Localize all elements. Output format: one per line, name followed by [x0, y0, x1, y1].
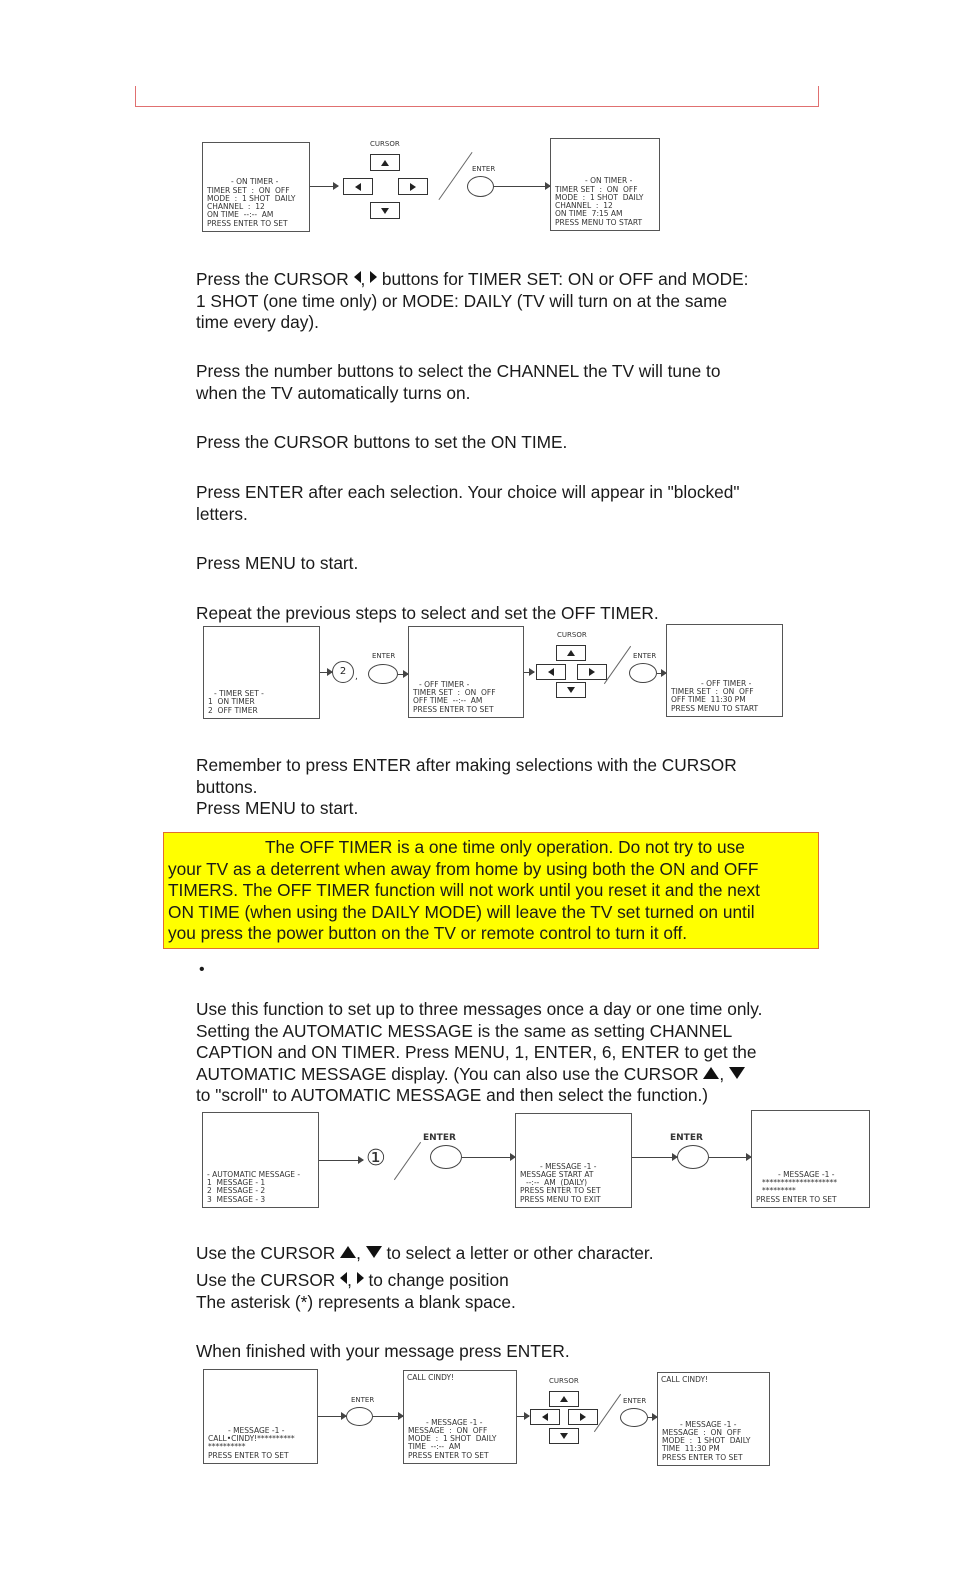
step-finish-message: [196, 1341, 826, 1363]
text-line: Use this function to set up to three messages once a day or one time only.: [196, 999, 763, 1019]
screen-line: PRESS ENTER TO SET: [207, 218, 288, 228]
text-line: The asterisk (*) represents a blank space.: [196, 1291, 516, 1312]
text-line: Use the CURSOR , to select a letter or other character.: [196, 1243, 654, 1263]
screen-line: 1 MESSAGE - 1: [207, 1178, 266, 1188]
text-line: Setting the AUTOMATIC MESSAGE is the same as setting CHANNEL: [196, 1020, 733, 1041]
enter-label: ENTER: [472, 165, 496, 173]
enter-key: [368, 664, 398, 684]
cursor-right-key: [568, 1409, 598, 1425]
text-line: CAPTION and ON TIMER. Press MENU, 1, ENTER, 6, ENTER to get the: [196, 1042, 757, 1062]
cursor-label: CURSOR: [370, 140, 400, 148]
flow-arrow: [524, 672, 534, 673]
flow-arrow: [318, 1416, 346, 1417]
text-line: Repeat the previous steps to select and set the OFF TIMER.: [196, 603, 659, 623]
screen-line: MODE : 1 SHOT DAILY: [555, 192, 644, 202]
note-line: you press the power button on the TV or remote control to turn it off.: [168, 923, 688, 943]
up-arrow-icon: [703, 1067, 719, 1079]
screen-line: CHANNEL : 12: [207, 202, 265, 212]
right-arrow-icon: [357, 1272, 364, 1284]
cursor-label: CURSOR: [557, 631, 587, 639]
screen-line: - OFF TIMER -: [701, 678, 752, 688]
slash-divider: [438, 152, 472, 200]
screen-line: PRESS MENU TO START: [671, 703, 759, 713]
screen-line: - MESSAGE -1 -: [680, 1419, 737, 1429]
text-line: Press the CURSOR , buttons for TIMER SET: ON or OFF and MODE:: [196, 269, 749, 289]
step-change-position: [196, 1270, 826, 1313]
comma-separator: ,: [355, 672, 358, 682]
enter-key: [346, 1407, 373, 1426]
screen-line: - MESSAGE -1 -: [540, 1161, 597, 1171]
screen-line: --:-- AM (DAILY): [526, 1178, 588, 1188]
off-timer-note: [163, 832, 819, 949]
cursor-down-key: [556, 682, 586, 698]
screen-line: PRESS MENU TO START: [555, 217, 643, 227]
cursor-left-key: [343, 178, 373, 195]
screen-line: - MESSAGE -1 -: [426, 1417, 483, 1427]
flow-arrow: [319, 1160, 363, 1161]
cursor-down-key: [549, 1428, 579, 1444]
slash-divider: [394, 1142, 421, 1180]
message-edit-screen: [751, 1110, 870, 1208]
text-line: Remember to press ENTER after making selections with the CURSOR: [196, 755, 737, 775]
off-timer-screen-before: [408, 626, 524, 718]
cursor-left-key: [536, 664, 566, 680]
text-line: Press ENTER after each selection. Your choice will appear in "blocked": [196, 482, 740, 502]
flow-arrow: [494, 186, 550, 187]
message-entry-screen: [203, 1369, 318, 1464]
text-line: Press the number buttons to select the CHANNEL the TV will tune to: [196, 361, 721, 381]
text-line: Press MENU to start.: [196, 553, 359, 573]
flow-arrow: [398, 674, 408, 675]
screen-line: PRESS ENTER TO SET: [756, 1194, 837, 1204]
enter-label: ENTER: [670, 1133, 703, 1143]
step-remember-enter: [196, 755, 826, 820]
off-timer-screen-after: [666, 624, 783, 717]
screen-line: OFF TIME 11:30 PM: [671, 695, 746, 705]
cursor-up-key: [556, 645, 586, 661]
screen-line: TIMER SET : ON OFF: [207, 185, 290, 195]
enter-key: [677, 1145, 709, 1169]
cursor-up-key: [370, 154, 400, 171]
text-line: 1 SHOT (one time only) or MODE: DAILY (TV will turn on at the same: [196, 290, 728, 311]
flow-arrow: [320, 672, 332, 673]
screen-line: 2 MESSAGE - 2: [207, 1186, 266, 1196]
left-arrow-icon: [340, 1272, 347, 1284]
number-2-key: 2: [332, 661, 354, 683]
enter-key: [629, 663, 657, 683]
note-line: ON TIME (when using the DAILY MODE) will leave the TV set turned on until: [168, 901, 755, 922]
cursor-right-key: [398, 178, 428, 195]
screen-line: CALL•CINDY!**********: [208, 1434, 295, 1444]
screen-line: CHANNEL : 12: [555, 201, 613, 211]
screen-line: 3 MESSAGE - 3: [207, 1194, 266, 1204]
screen-line: PRESS MENU TO EXIT: [520, 1194, 601, 1204]
screen-line: **********: [208, 1442, 246, 1452]
text-line: Press the CURSOR buttons to set the ON TIME.: [196, 432, 568, 452]
enter-label: ENTER: [623, 1397, 647, 1405]
screen-line: PRESS ENTER TO SET: [520, 1186, 601, 1196]
step-menu-start: [196, 553, 826, 575]
note-line: The OFF TIMER is a one time only operation. Do not try to use: [265, 837, 745, 857]
left-arrow-icon: [354, 271, 361, 283]
screen-line: PRESS ENTER TO SET: [208, 1450, 289, 1460]
screen-line: - OFF TIMER -: [419, 679, 470, 689]
screen-line: PRESS ENTER TO SET: [408, 1450, 489, 1460]
text-line: When finished with your message press ENTER.: [196, 1341, 570, 1361]
enter-label: ENTER: [423, 1133, 456, 1143]
on-timer-screen-before: [202, 142, 310, 232]
text-line: to "scroll" to AUTOMATIC MESSAGE and then select the function.): [196, 1085, 709, 1105]
message-start-screen: [515, 1113, 632, 1208]
flow-arrow: [657, 673, 666, 674]
screen-line: MODE : 1 SHOT DAILY: [662, 1436, 751, 1446]
note-line: TIMERS. The OFF TIMER function will not work until you reset it and the next: [168, 880, 760, 900]
step-cursor-timer-set: [196, 269, 826, 334]
flow-arrow: [632, 1157, 677, 1158]
enter-label: ENTER: [351, 1396, 375, 1404]
cursor-right-key: [577, 664, 607, 680]
timer-set-screen: [203, 626, 320, 719]
screen-line: - ON TIMER -: [231, 177, 279, 187]
down-arrow-icon: [729, 1067, 745, 1079]
text-line: Press MENU to start.: [196, 798, 359, 818]
screen-line: PRESS ENTER TO SET: [413, 704, 494, 714]
enter-label: ENTER: [633, 652, 657, 660]
enter-key: [430, 1145, 462, 1169]
automatic-message-intro: [196, 999, 826, 1107]
screen-line: - MESSAGE -1 -: [228, 1425, 285, 1435]
step-channel: [196, 361, 826, 404]
cursor-label: CURSOR: [549, 1377, 579, 1385]
text-line: AUTOMATIC MESSAGE display. (You can also use the CURSOR ,: [196, 1064, 826, 1086]
text-line: time every day).: [196, 312, 319, 332]
enter-label: ENTER: [372, 652, 396, 660]
step-select-letter: [196, 1243, 826, 1265]
flow-arrow: [709, 1157, 751, 1158]
screen-line: MESSAGE : ON OFF: [408, 1425, 488, 1435]
screen-line: TIMER SET : ON OFF: [555, 184, 638, 194]
flow-arrow: [373, 1416, 403, 1417]
screen-line: PRESS ENTER TO SET: [662, 1452, 743, 1462]
screen-line: 2 OFF TIMER: [208, 705, 258, 715]
cursor-left-key: [530, 1409, 560, 1425]
step-enter: [196, 482, 826, 525]
screen-line: - ON TIMER -: [585, 176, 633, 186]
step-on-time: [196, 432, 826, 454]
cursor-up-key: [549, 1391, 579, 1407]
text-line: Use the CURSOR , to change position: [196, 1270, 509, 1290]
text-line: buttons.: [196, 776, 258, 797]
screen-line: - MESSAGE -1 -: [778, 1169, 835, 1179]
up-arrow-icon: [340, 1246, 356, 1258]
screen-line: MESSAGE START AT: [520, 1169, 594, 1179]
on-timer-screen-after: [550, 138, 660, 231]
screen-line: CALL CINDY!: [407, 1373, 455, 1382]
message-final-screen: [657, 1372, 770, 1466]
screen-line: - AUTOMATIC MESSAGE -: [207, 1169, 301, 1179]
screen-line: *********: [762, 1186, 796, 1196]
enter-key: [620, 1408, 648, 1427]
screen-line: TIMER SET : ON OFF: [671, 687, 754, 697]
screen-line: MESSAGE : ON OFF: [662, 1427, 742, 1437]
cursor-down-key: [370, 202, 400, 219]
slash-divider: [604, 646, 631, 684]
text-line: when the TV automatically turns on.: [196, 382, 471, 403]
bullet-point: •: [199, 961, 205, 978]
flow-arrow: [517, 1416, 529, 1417]
screen-line: MODE : 1 SHOT DAILY: [207, 193, 296, 203]
header-bar: [135, 86, 819, 107]
screen-line: TIME --:-- AM: [408, 1442, 461, 1452]
down-arrow-icon: [366, 1246, 382, 1258]
message-settings-screen: [403, 1370, 517, 1464]
screen-line: ON TIME 7:15 AM: [555, 209, 623, 219]
screen-line: - TIMER SET -: [214, 689, 264, 699]
screen-line: TIME 11:30 PM: [662, 1444, 720, 1454]
screen-line: CALL CINDY!: [661, 1375, 709, 1384]
screen-line: 1 ON TIMER: [208, 697, 255, 707]
screen-line: TIMER SET : ON OFF: [413, 688, 496, 698]
number-1-key: ①: [366, 1146, 386, 1171]
screen-line: MODE : 1 SHOT DAILY: [408, 1434, 497, 1444]
screen-line: ********************: [762, 1178, 837, 1188]
step-repeat-off-timer: [196, 603, 826, 625]
automatic-message-menu-screen: [202, 1112, 319, 1208]
flow-arrow: [310, 186, 338, 187]
enter-key: [467, 176, 494, 197]
screen-line: ON TIME --:-- AM: [207, 210, 274, 220]
screen-line: OFF TIME --:-- AM: [413, 696, 483, 706]
text-line: letters.: [196, 503, 248, 524]
flow-arrow: [462, 1157, 515, 1158]
flow-arrow: [648, 1417, 657, 1418]
note-line: your TV as a deterrent when away from home by using both the ON and OFF: [168, 858, 759, 879]
